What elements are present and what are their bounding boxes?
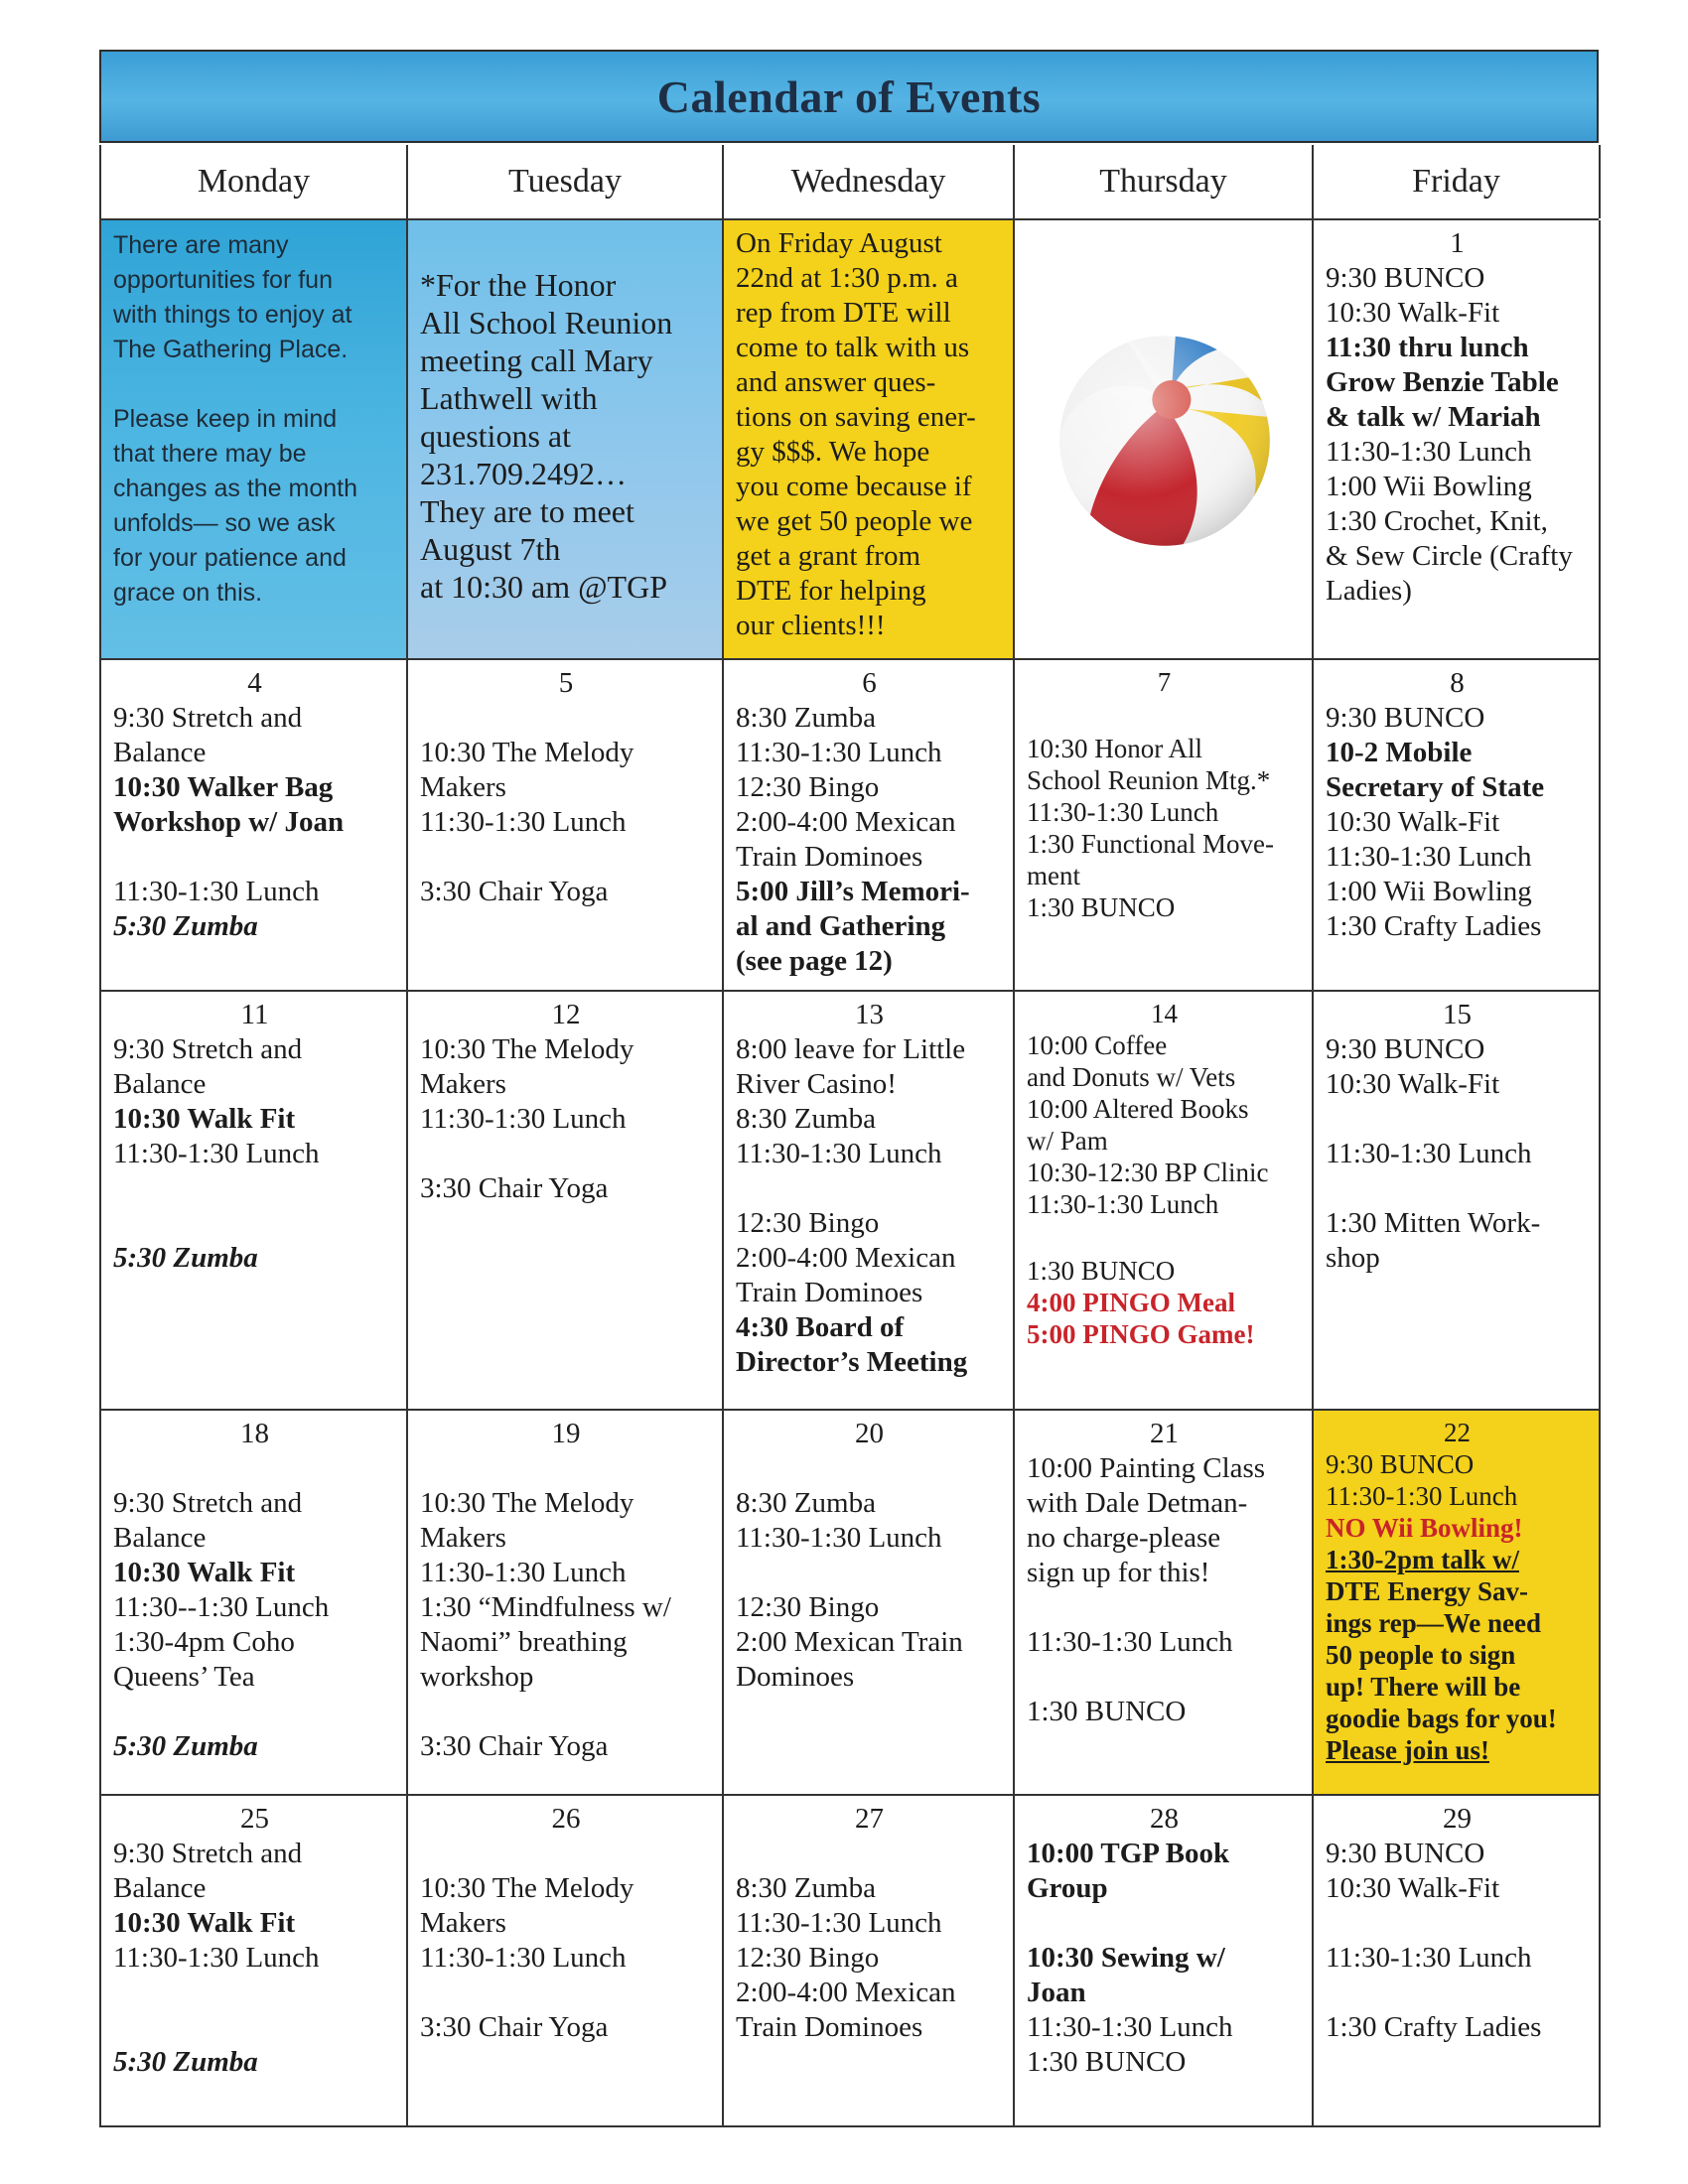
spacer — [113, 840, 396, 875]
event-line: that there may be — [113, 440, 307, 468]
event-line: 1:00 Wii Bowling — [1326, 876, 1532, 907]
spacer — [1326, 1976, 1589, 2010]
spacer — [420, 1695, 712, 1729]
spacer — [736, 1451, 1003, 1486]
event-line: 3:30 Chair Yoga — [420, 876, 609, 907]
event-line: 11:30-1:30 Lunch — [420, 1557, 627, 1588]
day-cell — [724, 1796, 1015, 2127]
event-line: 5:30 Zumba — [113, 1242, 258, 1274]
event-line: 1:30-4pm Coho — [113, 1626, 295, 1658]
event-line: DTE Energy Sav- — [1326, 1576, 1529, 1606]
weekday-thursday: Thursday — [1015, 145, 1314, 218]
event-line: Secretary of State — [1326, 771, 1545, 803]
event-line: 10:30 Walker Bag — [113, 771, 334, 803]
event-line: 2:00-4:00 Mexican — [736, 1977, 956, 2008]
event-line: Balance — [113, 737, 207, 768]
day-number: 22 — [1444, 1418, 1471, 1447]
event-line: 5:30 Zumba — [113, 2046, 258, 2078]
event-line: 11:30-1:30 Lunch — [113, 1942, 320, 1974]
day-cell — [724, 660, 1015, 992]
event-line: 231.709.2492… — [420, 456, 627, 491]
day-cell — [1314, 220, 1601, 660]
spacer — [736, 1171, 1003, 1206]
event-line: sign up for this! — [1027, 1557, 1210, 1588]
event-line: 1:30 Crafty Ladies — [1326, 2011, 1542, 2043]
event-line: 50 people to sign — [1326, 1640, 1516, 1670]
event-line: 3:30 Chair Yoga — [420, 1172, 609, 1204]
event-line: Balance — [113, 1068, 207, 1100]
event-line: 5:30 Zumba — [113, 910, 258, 942]
event-line: 1:30 BUNCO — [1027, 1256, 1176, 1286]
event-line: come to talk with us — [736, 332, 970, 363]
thursday-decoration — [1015, 220, 1314, 660]
event-line: 9:30 BUNCO — [1326, 1838, 1485, 1869]
spacer — [1326, 1906, 1589, 1941]
event-line: 11:30-1:30 Lunch — [1326, 436, 1532, 468]
event-line: 11:30-1:30 Lunch — [420, 1103, 627, 1135]
event-line: On Friday August — [736, 227, 942, 259]
spacer — [420, 1837, 712, 1871]
event-line: goodie bags for you! — [1326, 1704, 1557, 1733]
spacer — [113, 1695, 396, 1729]
day-number: 6 — [862, 667, 877, 699]
event-line: 10:00 Coffee — [1027, 1030, 1168, 1060]
event-line: 1:30 BUNCO — [1027, 1696, 1187, 1727]
event-line: questions at — [420, 418, 571, 454]
event-line: 10:00 Altered Books — [1027, 1094, 1249, 1124]
event-line: 10:00 Painting Class — [1027, 1452, 1266, 1484]
event-line: 1:30-2pm talk w/ — [1326, 1545, 1519, 1574]
day-number: 20 — [855, 1418, 884, 1449]
spacer — [420, 701, 712, 736]
event-line: & talk w/ Mariah — [1326, 401, 1541, 433]
event-line: 1:30 BUNCO — [1027, 2046, 1187, 2078]
event-line: 11:30-1:30 Lunch — [1027, 1189, 1219, 1219]
event-line: you come because if — [736, 471, 972, 502]
event-line: Joan — [1027, 1977, 1086, 2008]
spacer — [420, 1451, 712, 1486]
event-line: 10:30-12:30 BP Clinic — [1027, 1158, 1269, 1187]
day-number: 11 — [240, 999, 269, 1030]
weekday-friday: Friday — [1314, 145, 1601, 218]
day-cell — [1314, 660, 1601, 992]
event-line: Train Dominoes — [736, 2011, 923, 2043]
event-line: 8:30 Zumba — [736, 702, 876, 734]
day-cell — [408, 1411, 724, 1796]
event-line: Lathwell with — [420, 380, 598, 416]
event-line: 11:30--1:30 Lunch — [113, 1591, 330, 1623]
event-line: The Gathering Place. — [113, 336, 349, 363]
day-number: 25 — [240, 1803, 269, 1835]
weekday-wednesday: Wednesday — [724, 145, 1015, 218]
day-number: 14 — [1151, 999, 1178, 1028]
event-line: 10:30 The Melody — [420, 1487, 634, 1519]
event-line: 5:30 Zumba — [113, 1730, 258, 1762]
event-line: 10:00 TGP Book — [1027, 1838, 1230, 1869]
event-line: Queens’ Tea — [113, 1661, 255, 1693]
weekday-tuesday: Tuesday — [408, 145, 724, 218]
event-line: 12:30 Bingo — [736, 771, 880, 803]
day-cell — [1314, 1796, 1601, 2127]
event-line: get a grant from — [736, 540, 921, 572]
day-number: 27 — [855, 1803, 884, 1835]
event-line: rep from DTE will — [736, 297, 951, 329]
event-line: 10:30 Walk-Fit — [1326, 1068, 1500, 1100]
event-line: no charge-please — [1027, 1522, 1221, 1554]
event-line: for your patience and — [113, 544, 347, 572]
spacer — [1027, 698, 1302, 733]
note-dte-visit — [724, 220, 1015, 660]
spacer — [1027, 1220, 1302, 1255]
event-line: 1:30 Mitten Work- — [1326, 1207, 1541, 1239]
event-line: 10:30 The Melody — [420, 1033, 634, 1065]
event-line: gy $$$. We hope — [736, 436, 930, 468]
event-line: 11:30 thru lunch — [1326, 332, 1529, 363]
weekday-header-row — [99, 145, 1599, 220]
event-line: DTE for helping — [736, 575, 926, 607]
event-line: 9:30 BUNCO — [1326, 702, 1485, 734]
event-line: shop — [1326, 1242, 1380, 1274]
event-line: 9:30 Stretch and — [113, 702, 303, 734]
event-line: 10:30 Walk-Fit — [1326, 806, 1500, 838]
event-line: Train Dominoes — [736, 1277, 923, 1308]
event-line: Please join us! — [1326, 1735, 1489, 1765]
event-line: School Reunion Mtg.* — [1027, 765, 1271, 795]
weekday-monday: Monday — [101, 145, 408, 218]
event-line: meeting call Mary — [420, 342, 653, 378]
spacer — [736, 1556, 1003, 1590]
event-line: 11:30-1:30 Lunch — [113, 876, 320, 907]
event-line: 5:00 PINGO Game! — [1027, 1319, 1255, 1349]
event-line: 12:30 Bingo — [736, 1591, 880, 1623]
day-cell — [101, 992, 408, 1411]
day-number: 18 — [240, 1418, 269, 1449]
event-line: 10:30 Walk Fit — [113, 1907, 296, 1939]
event-line: 9:30 Stretch and — [113, 1487, 303, 1519]
day-number: 1 — [1450, 227, 1465, 259]
event-line: 9:30 BUNCO — [1326, 262, 1485, 294]
event-line: Workshop w/ Joan — [113, 806, 345, 838]
event-line: our clients!!! — [736, 610, 886, 641]
event-line: 9:30 BUNCO — [1326, 1033, 1485, 1065]
event-line: with things to enjoy at — [113, 301, 352, 329]
event-line: 10:30 Walk Fit — [113, 1557, 296, 1588]
day-cell — [101, 1796, 408, 2127]
event-line: 1:30 Crochet, Knit, — [1326, 505, 1548, 537]
event-line: 11:30-1:30 Lunch — [736, 737, 942, 768]
event-line: Naomi” breathing — [420, 1626, 628, 1658]
spacer — [420, 1976, 712, 2010]
event-line: grace on this. — [113, 579, 263, 607]
event-line: 5:00 Jill’s Memori- — [736, 876, 970, 907]
event-line: 11:30-1:30 Lunch — [1326, 1138, 1532, 1169]
event-line: unfolds— so we ask — [113, 509, 336, 537]
event-line: Grow Benzie Table — [1326, 366, 1559, 398]
spacer — [1326, 1102, 1589, 1137]
event-line: 11:30-1:30 Lunch — [736, 1907, 942, 1939]
event-line: 4:30 Board of — [736, 1311, 905, 1343]
event-line: NO Wii Bowling! — [1326, 1513, 1523, 1543]
event-line: 8:30 Zumba — [736, 1103, 876, 1135]
event-line: 1:00 Wii Bowling — [1326, 471, 1532, 502]
spacer — [1027, 1590, 1302, 1625]
day-number: 13 — [855, 999, 884, 1030]
day-cell — [1015, 1796, 1314, 2127]
event-line: Balance — [113, 1872, 207, 1904]
day-number: 5 — [558, 667, 574, 699]
spacer — [113, 1451, 396, 1486]
event-line: 1:30 BUNCO — [1027, 892, 1176, 922]
event-line: and Donuts w/ Vets — [1027, 1062, 1236, 1092]
event-line: opportunities for fun — [113, 266, 333, 294]
spacer — [1027, 1906, 1302, 1941]
event-line: changes as the month — [113, 475, 357, 502]
event-line: 9:30 BUNCO — [1326, 1449, 1475, 1479]
beach-ball-icon — [1051, 327, 1279, 555]
event-line: 10:30 Walk-Fit — [1326, 1872, 1500, 1904]
event-line: and answer ques- — [736, 366, 936, 398]
event-line: 11:30-1:30 Lunch — [1326, 1481, 1518, 1511]
event-line: 10:30 Sewing w/ — [1027, 1942, 1225, 1974]
day-number: 7 — [1157, 667, 1172, 697]
spacer — [1027, 1660, 1302, 1695]
event-line: 10:30 Walk-Fit — [1326, 297, 1500, 329]
event-line: 12:30 Bingo — [736, 1207, 880, 1239]
event-line: 2:00-4:00 Mexican — [736, 1242, 956, 1274]
day-cell — [1015, 1411, 1314, 1796]
event-line: 11:30-1:30 Lunch — [1326, 1942, 1532, 1974]
calendar-grid — [99, 220, 1599, 2127]
calendar-header — [99, 50, 1599, 143]
day-number: 15 — [1443, 999, 1472, 1030]
event-line: & Sew Circle (Crafty — [1326, 540, 1573, 572]
event-line: 4:00 PINGO Meal — [1027, 1288, 1235, 1317]
event-line: All School Reunion — [420, 305, 673, 341]
event-line: There are many — [113, 231, 289, 259]
event-line: al and Gathering — [736, 910, 946, 942]
event-line: Group — [1027, 1872, 1108, 1904]
event-line: 11:30-1:30 Lunch — [1027, 797, 1219, 827]
day-cell — [724, 992, 1015, 1411]
spacer — [736, 1837, 1003, 1871]
event-line: we get 50 people we — [736, 505, 973, 537]
event-line: 8:30 Zumba — [736, 1487, 876, 1519]
event-line: 12:30 Bingo — [736, 1942, 880, 1974]
event-line: Dominoes — [736, 1661, 855, 1693]
event-line: with Dale Detman- — [1027, 1487, 1248, 1519]
event-line: 10-2 Mobile — [1326, 737, 1473, 768]
spacer — [1326, 1171, 1589, 1206]
event-line: 10:30 Walk Fit — [113, 1103, 296, 1135]
event-line: up! There will be — [1326, 1672, 1521, 1702]
event-line: 2:00-4:00 Mexican — [736, 806, 956, 838]
event-line: 10:30 The Melody — [420, 737, 634, 768]
event-line: ment — [1027, 861, 1080, 890]
event-line: 8:00 leave for Little — [736, 1033, 966, 1065]
page-title: Calendar of Events — [656, 70, 1042, 122]
event-line: Director’s Meeting — [736, 1346, 968, 1378]
event-line: Train Dominoes — [736, 841, 923, 873]
day-cell — [408, 992, 724, 1411]
spacer — [113, 367, 396, 402]
event-line: tions on saving ener- — [736, 401, 976, 433]
event-line: 11:30-1:30 Lunch — [113, 1138, 320, 1169]
day-cell — [1314, 992, 1601, 1411]
event-line: ings rep—We need — [1326, 1608, 1542, 1638]
day-cell — [408, 1796, 724, 2127]
spacer — [113, 2010, 396, 2045]
spacer — [420, 1137, 712, 1171]
day-number: 8 — [1450, 667, 1465, 699]
day-number: 4 — [247, 667, 262, 699]
event-line: 11:30-1:30 Lunch — [1027, 2011, 1233, 2043]
event-line: Please keep in mind — [113, 405, 338, 433]
event-line: 10:30 Honor All — [1027, 734, 1203, 763]
event-line: They are to meet — [420, 493, 634, 529]
event-line: 8:30 Zumba — [736, 1872, 876, 1904]
spacer — [420, 840, 712, 875]
note-opportunities — [101, 220, 408, 660]
day-number: 19 — [551, 1418, 581, 1449]
day-number: 21 — [1150, 1418, 1179, 1449]
event-line: 1:30 “Mindfulness w/ — [420, 1591, 671, 1623]
day-number: 26 — [551, 1803, 581, 1835]
event-line: 10:30 The Melody — [420, 1872, 634, 1904]
day-cell — [408, 660, 724, 992]
event-line: 9:30 Stretch and — [113, 1033, 303, 1065]
spacer — [113, 1171, 396, 1206]
event-line: 22nd at 1:30 p.m. a — [736, 262, 958, 294]
event-line: 3:30 Chair Yoga — [420, 1730, 609, 1762]
event-line: *For the Honor — [420, 267, 617, 303]
day-cell — [724, 1411, 1015, 1796]
event-line: 1:30 Functional Move- — [1027, 829, 1274, 859]
day-cell — [1314, 1411, 1601, 1796]
event-line: at 10:30 am @TGP — [420, 569, 667, 605]
day-cell — [101, 660, 408, 992]
day-number: 29 — [1443, 1803, 1472, 1835]
event-line: 11:30-1:30 Lunch — [1326, 841, 1532, 873]
event-line: River Casino! — [736, 1068, 897, 1100]
event-line: w/ Pam — [1027, 1126, 1108, 1156]
event-line: Makers — [420, 1907, 506, 1939]
event-line: workshop — [420, 1661, 534, 1693]
event-line: 11:30-1:30 Lunch — [420, 806, 627, 838]
event-line: Makers — [420, 771, 506, 803]
day-number: 28 — [1150, 1803, 1179, 1835]
event-line: 3:30 Chair Yoga — [420, 2011, 609, 2043]
event-line: (see page 12) — [736, 945, 893, 977]
event-line: Ladies) — [1326, 575, 1412, 607]
note-honor-all-school-reunion — [408, 220, 724, 660]
day-number: 12 — [551, 999, 581, 1030]
event-line: 11:30-1:30 Lunch — [420, 1942, 627, 1974]
event-line: 11:30-1:30 Lunch — [1027, 1626, 1233, 1658]
event-line: 9:30 Stretch and — [113, 1838, 303, 1869]
day-cell — [101, 1411, 408, 1796]
event-line: 11:30-1:30 Lunch — [736, 1138, 942, 1169]
event-line: 1:30 Crafty Ladies — [1326, 910, 1542, 942]
event-line: 11:30-1:30 Lunch — [736, 1522, 942, 1554]
event-line: August 7th — [420, 531, 561, 567]
day-cell — [1015, 660, 1314, 992]
spacer — [113, 1976, 396, 2010]
spacer — [113, 1206, 396, 1241]
event-line: Makers — [420, 1068, 506, 1100]
event-line: Balance — [113, 1522, 207, 1554]
day-cell — [1015, 992, 1314, 1411]
event-line: Makers — [420, 1522, 506, 1554]
event-line: 2:00 Mexican Train — [736, 1626, 963, 1658]
